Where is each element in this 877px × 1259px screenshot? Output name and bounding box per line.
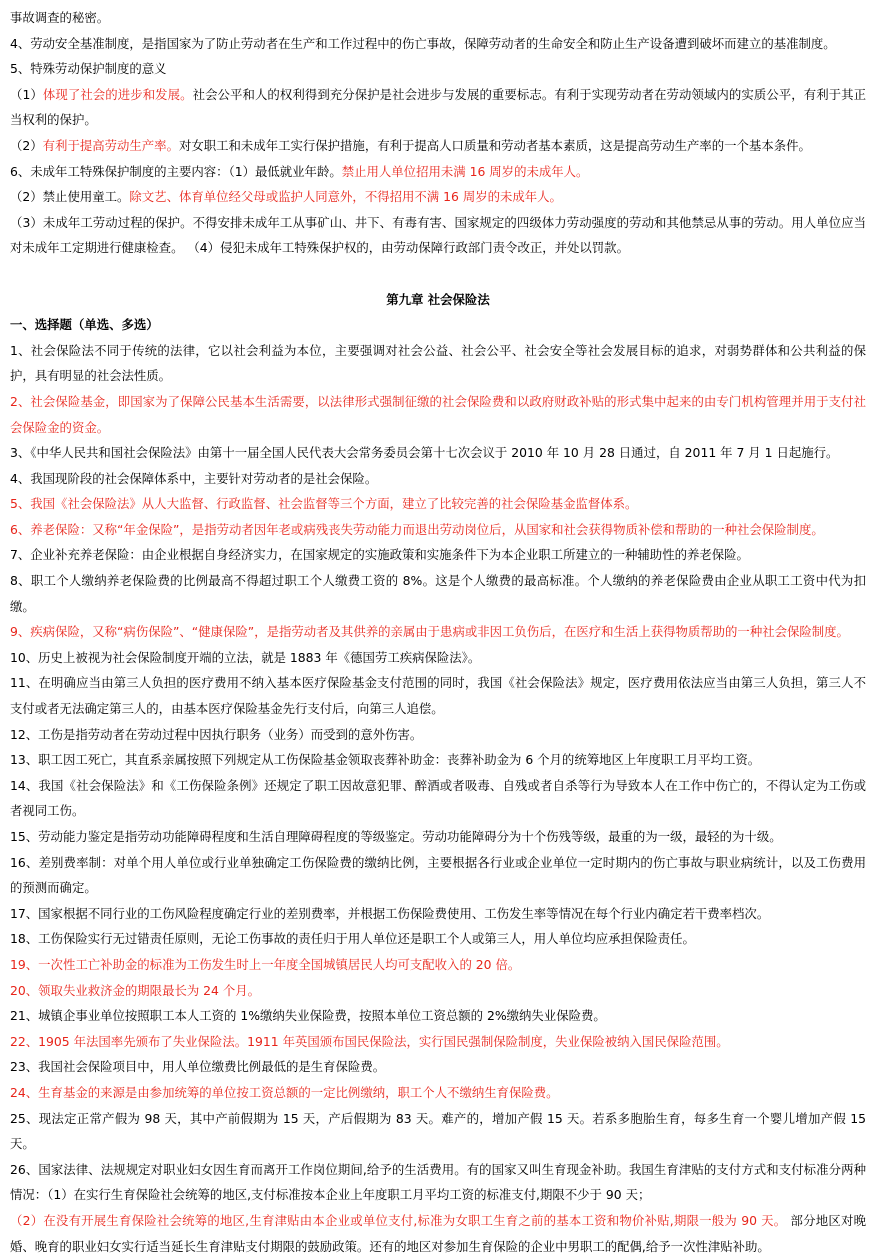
highlighted-text: （2）在没有开展生育保险社会统筹的地区,生育津贴由本企业或单位支付,标准为女职工生育之前的基本工资和物价补贴,期限一般为 90 天。 <box>10 1212 787 1228</box>
question-item <box>10 722 866 748</box>
question-item <box>10 568 866 619</box>
preamble-paragraph <box>10 31 866 57</box>
document-page <box>10 5 866 1259</box>
highlighted-text: 体现了社会的进步和发展。 <box>42 86 193 102</box>
preamble-paragraph <box>10 82 866 133</box>
question-item <box>10 747 866 773</box>
question-item <box>10 491 866 517</box>
question-item <box>10 670 866 721</box>
highlighted-text: 禁止用人单位招用未满 16 周岁的未成年人。 <box>341 163 589 179</box>
body-text: 12、工伤是指劳动者在劳动过程中因执行职务（业务）而受到的意外伤害。 <box>10 726 423 742</box>
body-text: 5、特殊劳动保护制度的意义 <box>10 61 167 77</box>
body-text: 4、劳动安全基准制度，是指国家为了防止劳动者在生产和工作过程中的伤亡事故，保障劳动者的生命安全和防止生产设备遭到破坏而建立的基准制度。 <box>10 35 836 51</box>
question-item <box>10 901 866 927</box>
body-text: 4、我国现阶段的社会保障体系中，主要针对劳动者的是社会保险。 <box>10 470 378 486</box>
chapter-title: 第九章 社会保险法 <box>386 291 490 307</box>
preamble-paragraph <box>10 184 866 210</box>
question-item <box>10 1157 866 1208</box>
highlighted-text: 5、我国《社会保险法》从人大监督、行政监督、社会监督等三个方面，建立了比较完善的社会保险基金监督体系。 <box>10 496 638 512</box>
body-text: 8、职工个人缴纳养老保险费的比例最高不得超过职工个人缴费工资的 8%。这是个人缴费的最高标准。个人缴纳的养老保险费由企业从职工工资中代为扣缴。 <box>10 573 866 614</box>
question-item <box>10 1208 866 1259</box>
question-items <box>10 338 866 1259</box>
question-item <box>10 1080 866 1106</box>
body-text: （3）未成年工劳动过程的保护。不得安排未成年工从事矿山、井下、有毒有害、国家规定的四级体力劳动强度的劳动和其他禁忌从事的劳动。用人单位应当对未成年工定期进行健康检查。 （4）侵犯未成年工特殊保护权的，由劳动保障行政部门责令改正，并处以罚款。 <box>10 214 866 256</box>
highlighted-text: 22、1905 年法国率先颁布了失业保险法。1911 年英国颁布国民保险法，实行国民强制保险制度，失业保险被纳入国民保险范围。 <box>10 1033 729 1049</box>
highlighted-text: 6、养老保险：又称“年金保险”，是指劳动者因年老或病残丧失劳动能力而退出劳动岗位后，从国家和社会获得物质补偿和帮助的一种社会保险制度。 <box>10 521 824 537</box>
question-item <box>10 850 866 901</box>
body-text: 25、现法定正常产假为 98 天，其中产前假期为 15 天，产后假期为 83 天。难产的，增加产假 15 天。若系多胞胎生育，每多生育一个婴儿增加产假 15 天。 <box>10 1110 866 1152</box>
body-text: 21、城镇企事业单位按照职工本人工资的 1%缴纳失业保险费，按照本单位工资总额的 2%缴纳失业保险费。 <box>10 1008 606 1024</box>
body-text: 18、工伤保险实行无过错责任原则，无论工伤事故的责任归于用人单位还是职工个人或第三人，用人单位均应承担保险责任。 <box>10 931 695 947</box>
question-item <box>10 926 866 952</box>
preamble-paragraph <box>10 56 866 82</box>
question-item <box>10 773 866 824</box>
body-text: 1、社会保险法不同于传统的法律，它以社会利益为本位，主要强调对社会公益、社会公平、社会安全等社会发展目标的追求，对弱势群体和公共利益的保护，具有明显的社会法性质。 <box>10 342 866 384</box>
highlighted-text: 9、疾病保险，又称“病伤保险”、“健康保险”，是指劳动者及其供养的亲属由于患病或非因工负伤后，在医疗和生活上获得物质帮助的一种社会保险制度。 <box>10 624 849 640</box>
body-text: 事故调查的秘密。 <box>10 10 110 25</box>
highlighted-text: 24、生育基金的来源是由参加统筹的单位按工资总额的一定比例缴纳，职工个人不缴纳生育保险费。 <box>10 1084 559 1100</box>
question-item <box>10 389 866 440</box>
spacer <box>10 261 866 287</box>
body-text: （2）禁止使用童工。 <box>10 189 130 205</box>
highlighted-text: 2、社会保险基金，即国家为了保障公民基本生活需要，以法律形式强制征缴的社会保险费和以政府财政补贴的形式集中起来的由专门机构管理并用于支付社会保险金的资金。 <box>10 393 866 435</box>
body-text: 17、国家根据不同行业的工伤风险程度确定行业的差别费率，并根据工伤保险费使用、工伤发生率等情况在每个行业内确定若干费率档次。 <box>10 905 770 921</box>
highlighted-text: 有利于提高劳动生产率。 <box>42 137 179 153</box>
body-text: 3、《中华人民共和国社会保险法》由第十一届全国人民代表大会常务委员会第十七次会议于 2010 年 10 月 28 日通过，自 2011 年 7 月 1 日起施行。 <box>10 445 839 461</box>
question-item <box>10 978 866 1004</box>
question-item <box>10 619 866 645</box>
question-item <box>10 1106 866 1157</box>
highlighted-text: 19、一次性工亡补助金的标准为工伤发生时上一年度全国城镇居民人均可支配收入的 20 倍。 <box>10 956 521 972</box>
highlighted-text: 除文艺、体育单位经父母或监护人同意外，不得招用不满 16 周岁的未成年人。 <box>129 189 562 205</box>
question-item <box>10 1003 866 1029</box>
preamble-paragraph <box>10 133 866 159</box>
question-item <box>10 1029 866 1055</box>
body-text: 11、在明确应当由第三人负担的医疗费用不纳入基本医疗保险基金支付范围的同时，我国《社会保险法》规定，医疗费用依法应当由第三人负担，第三人不支付或者无法确定第三人的，由基本医疗保险基金先行支付后，向第三人追偿。 <box>10 675 866 717</box>
body-text: 23、我国社会保险项目中，用人单位缴费比例最低的是生育保险费。 <box>10 1059 386 1075</box>
body-text: 6、未成年工特殊保护制度的主要内容：（1）最低就业年龄。 <box>10 163 342 179</box>
body-text: 部分地区对晚婚、晚育的职业妇女实行适当延长生育津贴支付期限的鼓励政策。还有的地区对参加生育保险的企业中男职工的配偶,给予一次性津贴补助。 <box>10 1212 866 1254</box>
question-item <box>10 542 866 568</box>
question-item <box>10 338 866 389</box>
preamble-paragraph <box>10 210 866 261</box>
body-text: 对女职工和未成年工实行保护措施，有利于提高人口质量和劳动者基本素质，这是提高劳动生产率的一个基本条件。 <box>178 137 811 153</box>
section-title: 一、选择题（单选、多选） <box>10 317 159 333</box>
body-text: 10、历史上被视为社会保险制度开端的立法，就是 1883 年《德国劳工疾病保险法》。 <box>10 649 481 665</box>
body-text: 13、职工因工死亡，其直系亲属按照下列规定从工伤保险基金领取丧葬补助金：丧葬补助金为 6 个月的统筹地区上年度职工月平均工资。 <box>10 752 761 768</box>
question-item <box>10 466 866 492</box>
question-item <box>10 1054 866 1080</box>
question-item <box>10 440 866 466</box>
body-text: 7、企业补充养老保险：由企业根据自身经济实力，在国家规定的实施政策和实施条件下为本企业职工所建立的一种辅助性的养老保险。 <box>10 547 749 563</box>
question-item <box>10 645 866 671</box>
body-text: 15、劳动能力鉴定是指劳动功能障碍程度和生活自理障碍程度的等级鉴定。劳动功能障碍分为十个伤残等级，最重的为一级，最轻的为十级。 <box>10 829 782 844</box>
body-text: 社会公平和人的权利得到充分保护是社会进步与发展的重要标志。有利于实现劳动者在劳动领域内的实质公平，有利于其正当权利的保护。 <box>10 86 867 128</box>
body-text: 14、我国《社会保险法》和《工伤保险条例》还规定了职工因故意犯罪、醉酒或者吸毒、自残或者自杀等行为导致本人在工作中伤亡的，不得认定为工伤或者视同工伤。 <box>10 777 866 819</box>
question-item <box>10 824 866 850</box>
body-text: （2） <box>10 137 43 153</box>
preamble-paragraph <box>10 5 866 31</box>
question-item <box>10 952 866 978</box>
preamble-paragraphs <box>10 5 866 261</box>
question-item <box>10 517 866 543</box>
highlighted-text: 20、领取失业救济金的期限最长为 24 个月。 <box>10 982 261 998</box>
body-text: 26、国家法律、法规规定对职业妇女因生育而离开工作岗位期间,给予的生活费用。有的国家又叫生育现金补助。我国生育津贴的支付方式和支付标准分两种情况：（1）在实行生育保险社会统筹的地区,支付标准按本企业上年度职工月平均工资的标准支付,期限不少于 90 天； <box>10 1161 866 1203</box>
body-text: 16、差别费率制：对单个用人单位或行业单独确定工伤保险费的缴纳比例，主要根据各行业或企业单位一定时期内的伤亡事故与职业病统计，以及工伤费用的预测而确定。 <box>10 854 866 896</box>
preamble-paragraph <box>10 159 866 185</box>
body-text: （1） <box>10 86 43 102</box>
